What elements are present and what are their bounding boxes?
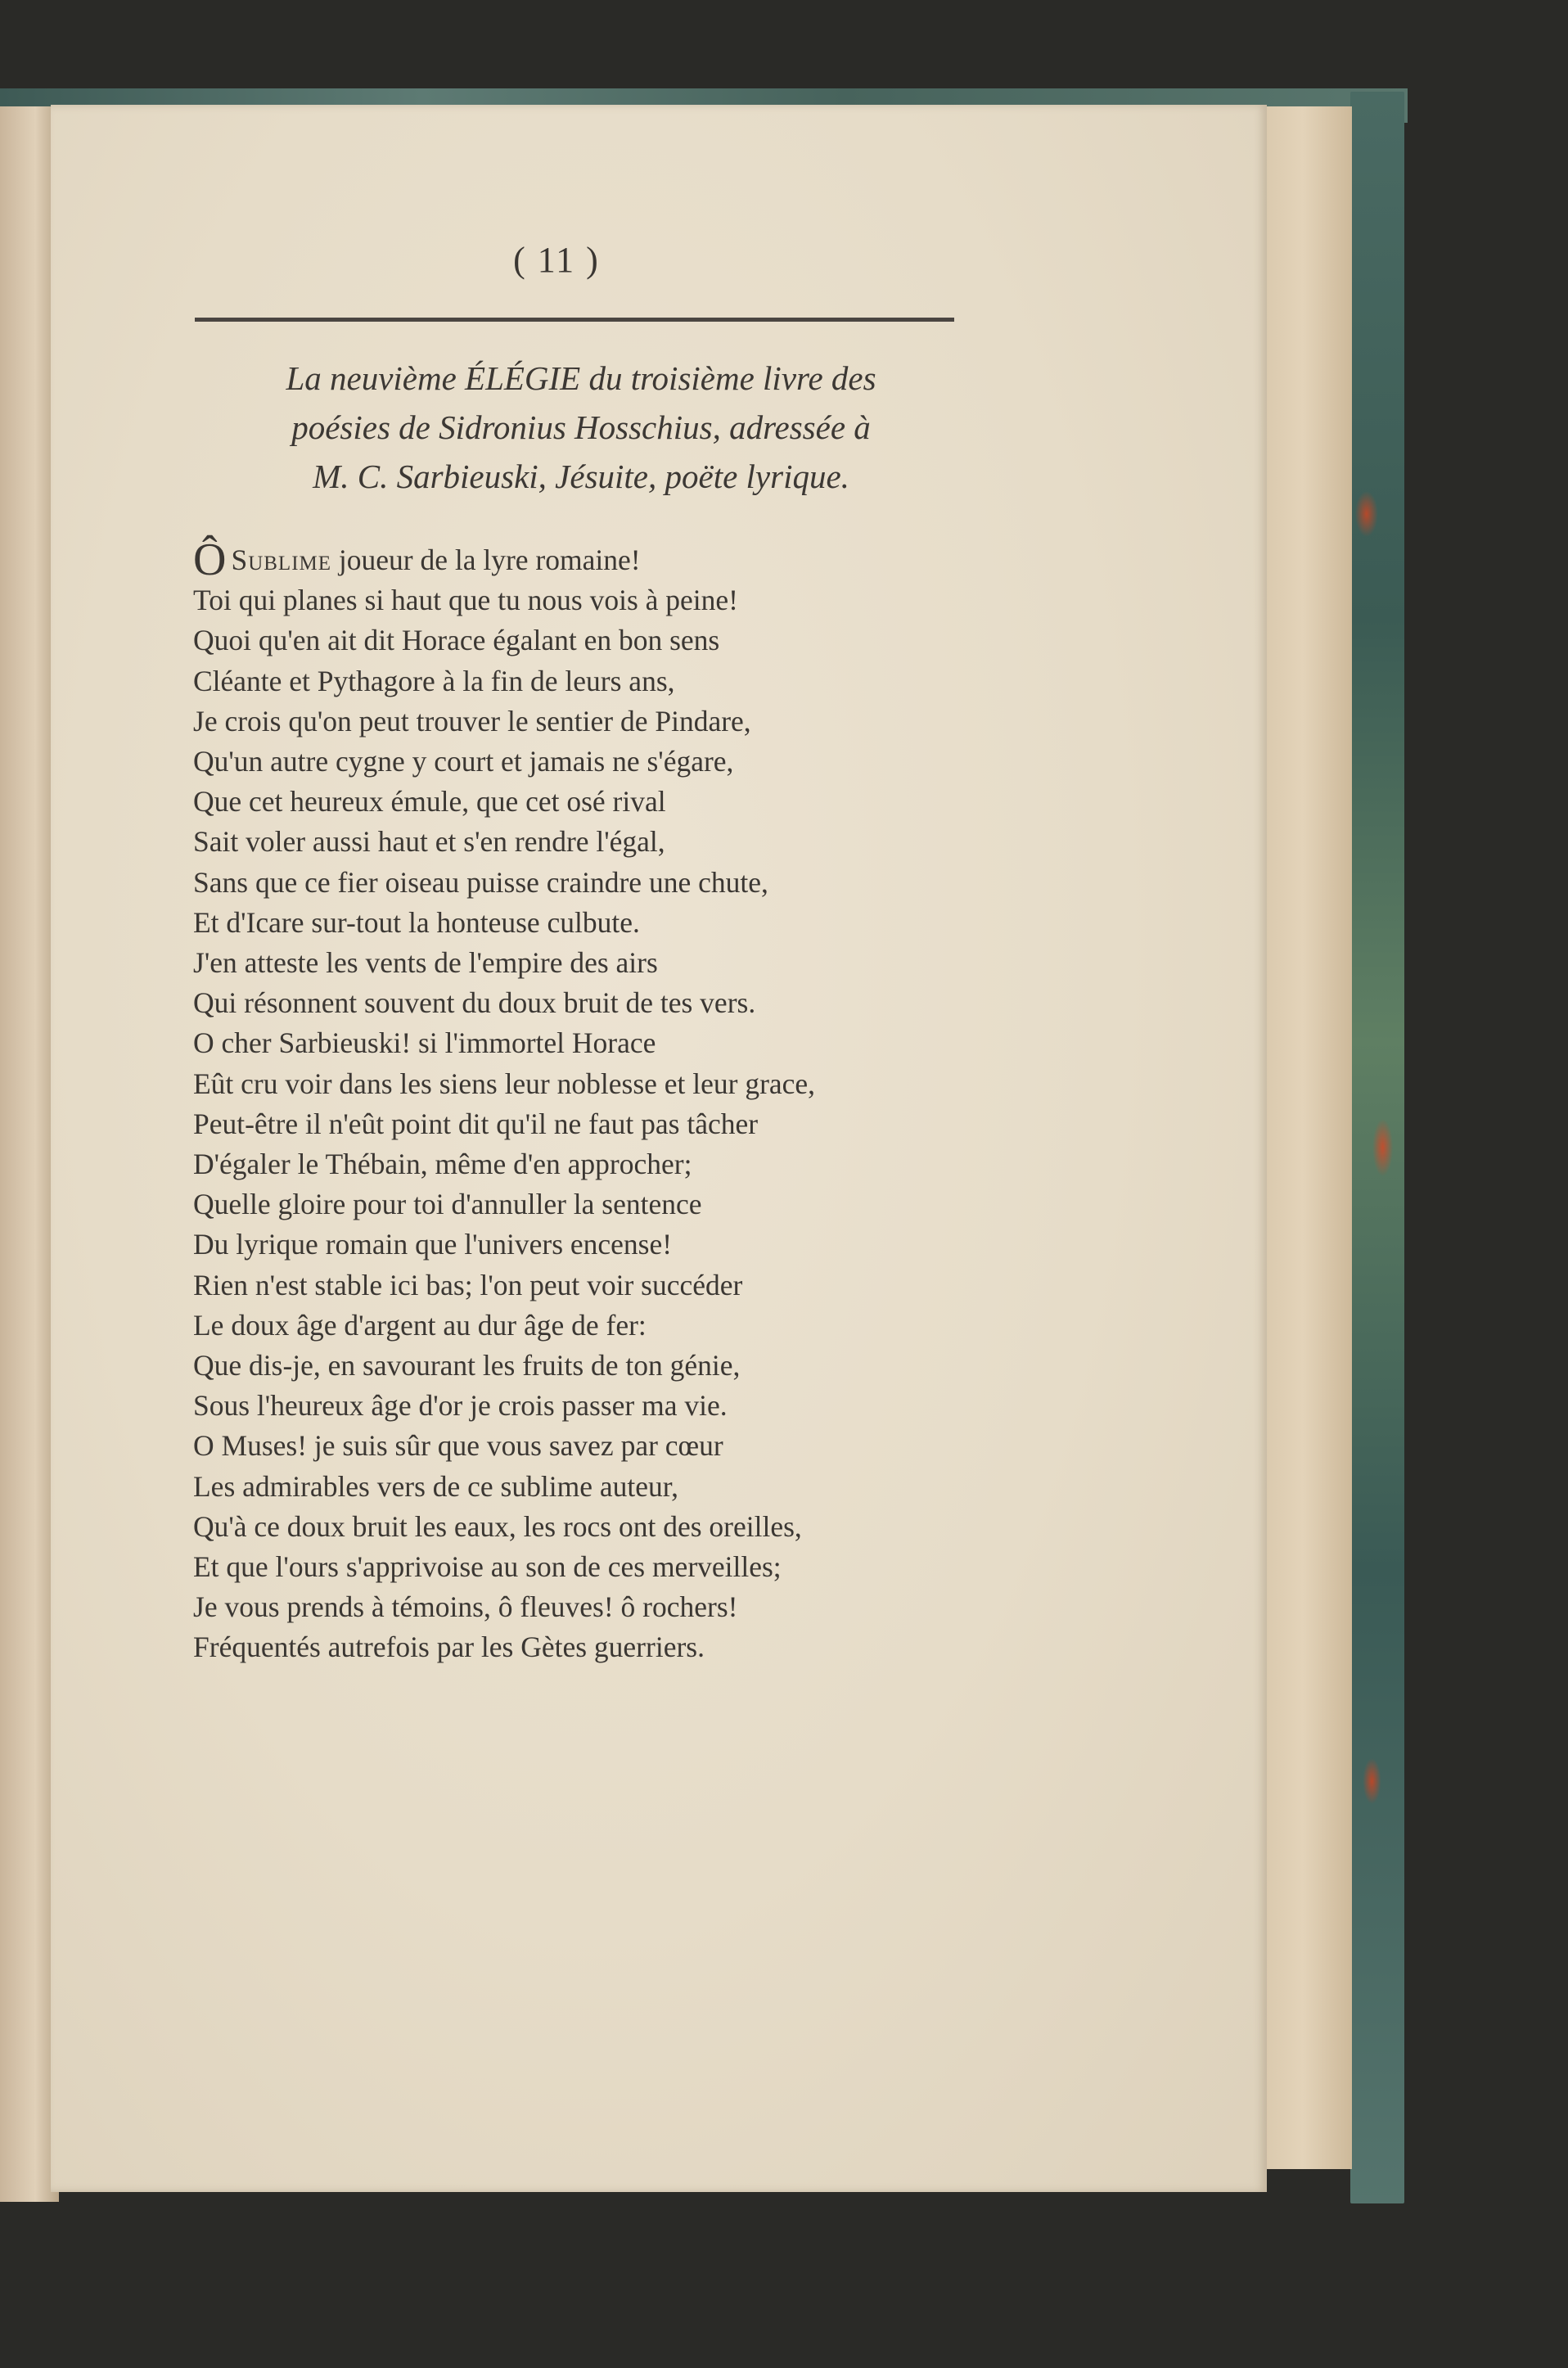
poem-line: Que cet heureux émule, que cet osé rival (193, 785, 666, 819)
poem-line: Je crois qu'on peut trouver le sentier de Pindare, (193, 704, 751, 737)
poem-line: Le doux âge d'argent au dur âge de fer: (193, 1308, 647, 1342)
poem-line: Et que l'ours s'apprivoise au son de ces merveilles; (193, 1550, 782, 1584)
heading-line: poésies de Sidronius Hosschius, adressée à (291, 408, 871, 446)
poem-line: Cléante et Pythagore à la fin de leurs ans, (193, 664, 675, 697)
poem-line: Sous l'heureux âge d'or je crois passer ma vie. (193, 1389, 728, 1423)
poem-line: Qui résonnent souvent du doux bruit de tes vers. (193, 986, 756, 1020)
poem-line: O cher Sarbieuski! si l'immortel Horace (193, 1026, 656, 1060)
poem-line: Du lyrique romain que l'univers encense! (193, 1228, 673, 1261)
poem-line: Peut-être il n'eût point dit qu'il ne faut pas tâcher (193, 1107, 759, 1140)
marbled-cover-edge (1350, 92, 1404, 2203)
poem-line: Les admirables vers de ce sublime auteur, (193, 1469, 678, 1503)
header-rule (195, 318, 954, 322)
small-caps-word: Sublime (231, 544, 332, 576)
poem-verses (193, 580, 979, 1667)
poem-line: Sans que ce fier oiseau puisse craindre une chute, (193, 865, 768, 899)
poem-line: Eût cru voir dans les siens leur noblesse et leur grace, (193, 1067, 816, 1100)
poem-line: Rien n'est stable ici bas; l'on peut voir succéder (193, 1268, 743, 1301)
heading-line: La neuvième ÉLÉGIE du troisième livre des (286, 359, 876, 397)
poem-line: Je vous prends à témoins, ô fleuves! ô rochers! (193, 1590, 738, 1624)
poem-line: Toi qui planes si haut que tu nous vois à peine! (193, 584, 738, 617)
elegy-heading (196, 354, 966, 501)
poem-line: O Muses! je suis sûr que vous savez par cœur (193, 1429, 723, 1463)
poem-line: Quelle gloire pour toi d'annuller la sentence (193, 1188, 702, 1221)
poem-line: Qu'à ce doux bruit les eaux, les rocs ont des oreilles, (193, 1509, 802, 1543)
page-stack-edge (1254, 106, 1352, 2169)
poem-line: Fréquentés autrefois par les Gètes guerriers. (193, 1631, 705, 1664)
page-number: ( 11 ) (513, 240, 600, 280)
heading-line: M. C. Sarbieuski, Jésuite, poëte lyrique. (313, 458, 849, 495)
poem-line: Qu'un autre cygne y court et jamais ne s'égare, (193, 745, 734, 778)
poem-line: Quoi qu'en ait dit Horace égalant en bon sens (193, 624, 720, 657)
poem-first-line (193, 534, 979, 585)
poem-line: J'en atteste les vents de l'empire des airs (193, 946, 658, 980)
poem-line: Sait voler aussi haut et s'en rendre l'égal, (193, 825, 665, 859)
first-line-text: joueur de la lyre romaine! (331, 544, 641, 576)
poem-line: Que dis-je, en savourant les fruits de ton génie, (193, 1349, 741, 1382)
poem-line: Et d'Icare sur-tout la honteuse culbute. (193, 905, 640, 939)
poem-line: D'égaler le Thébain, même d'en approcher; (193, 1148, 692, 1181)
poem-body (193, 534, 979, 1668)
drop-cap: Ô (193, 534, 227, 585)
